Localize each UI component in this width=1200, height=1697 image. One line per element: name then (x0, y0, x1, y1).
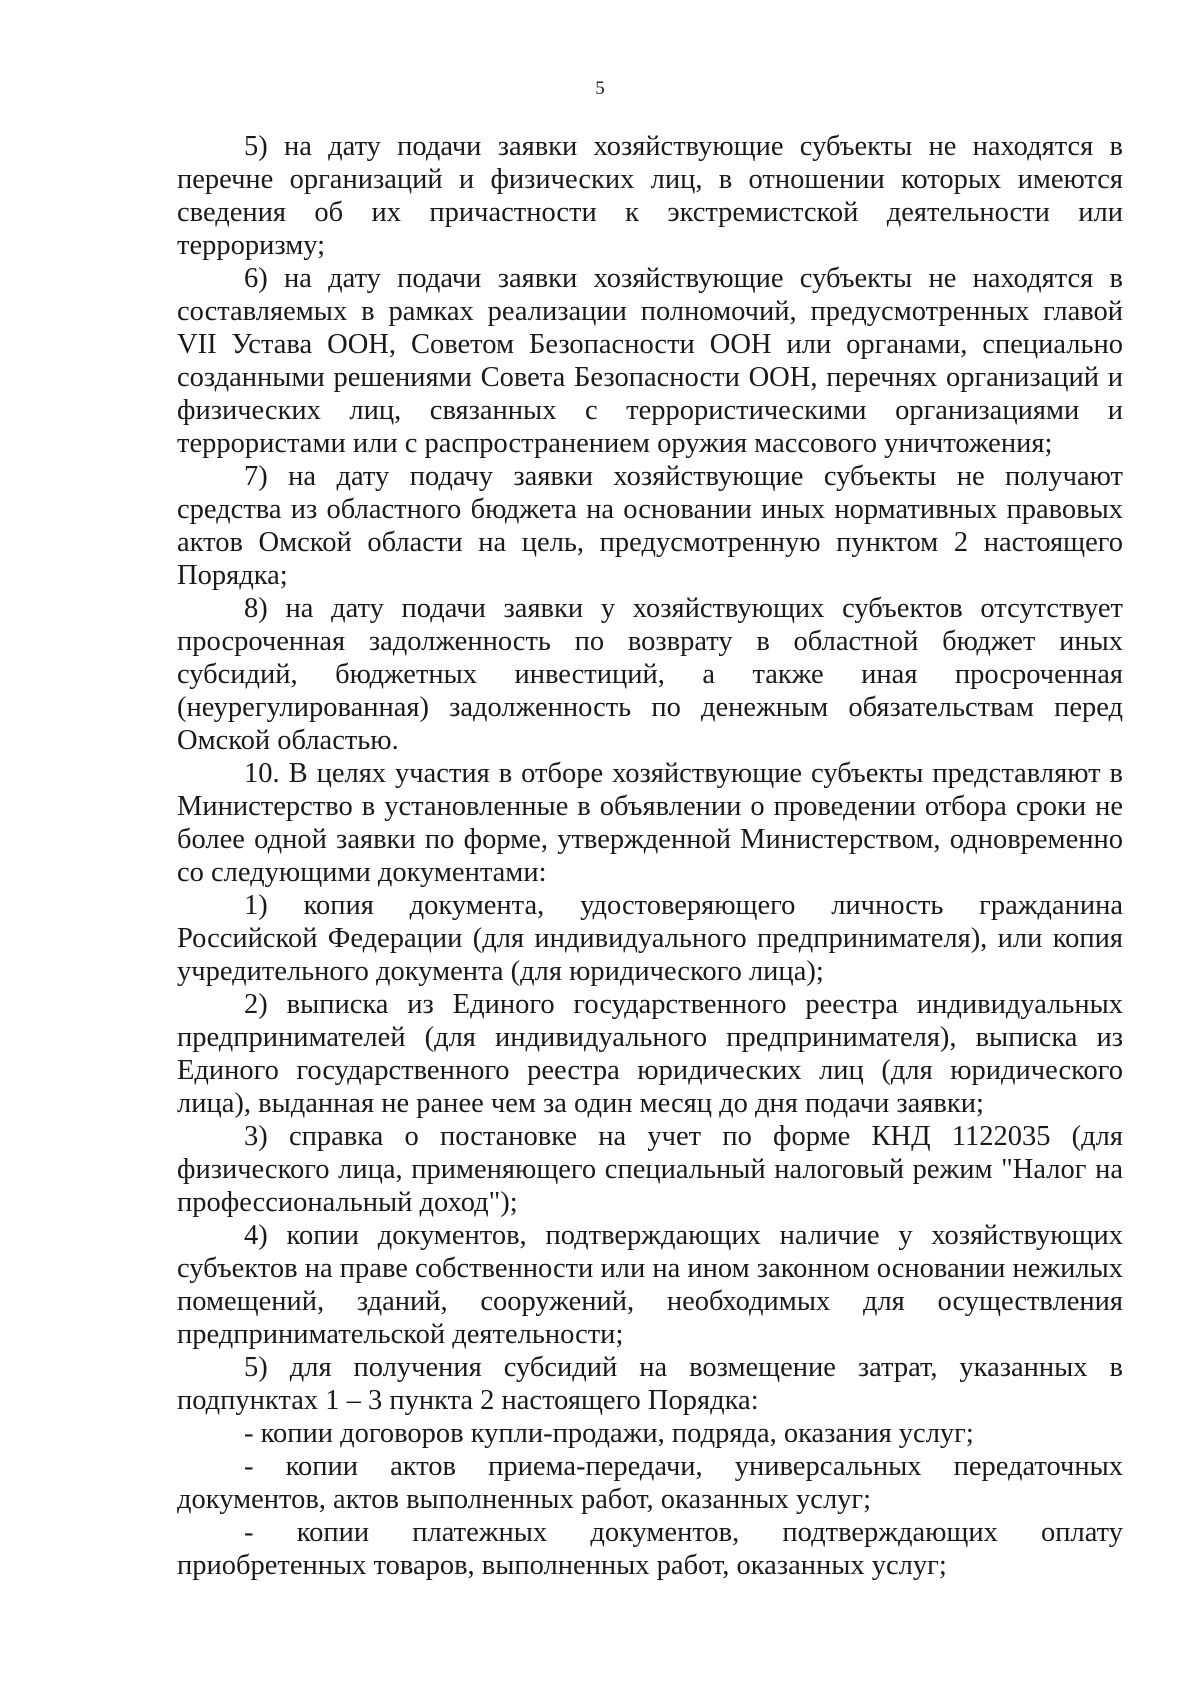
paragraph-item-8: 8) на дату подачи заявки у хозяйствующих субъектов отсутствует просроченная задолженность по возврату в областной бюджет иных субсидий, бюджетных инвестиций, а также иная просроченная (неурегулированная) задолженность по денежным обязательствам перед Омской областью. (177, 593, 1123, 756)
paragraph-doc-5: 5) для получения субсидий на возмещение затрат, указанных в подпунктах 1 – 3 пункта 2 настоящего Порядка: (177, 1352, 1123, 1416)
paragraph-bullet-payments: - копии платежных документов, подтверждающих оплату приобретенных товаров, выполненных работ, оказанных услуг; (177, 1517, 1123, 1581)
document-body (177, 130, 1123, 1582)
paragraph-item-5: 5) на дату подачи заявки хозяйствующие субъекты не находятся в перечне организаций и физических лиц, в отношении которых имеются сведения об их причастности к экстремистской деятельности или терроризму; (177, 131, 1123, 261)
paragraph-bullet-acts: - копии актов приема-передачи, универсальных передаточных документов, актов выполненных работ, оказанных услуг; (177, 1451, 1123, 1515)
paragraph-doc-1: 1) копия документа, удостоверяющего личность гражданина Российской Федерации (для индивидуального предпринимателя), или копия учредительного документа (для юридического лица); (177, 890, 1123, 987)
paragraph-doc-3: 3) справка о постановке на учет по форме КНД 1122035 (для физического лица, применяющего специальный налоговый режим "Налог на профессиональный доход"); (177, 1121, 1123, 1218)
paragraph-doc-2: 2) выписка из Единого государственного реестра индивидуальных предпринимателей (для индивидуального предпринимателя), выписка из Единого государственного реестра юридических лиц (для юридического лица), выданная не ранее чем за один месяц до дня подачи заявки; (177, 989, 1123, 1119)
paragraph-item-6: 6) на дату подачи заявки хозяйствующие субъекты не находятся в составляемых в рамках реализации полномочий, предусмотренных главой VII Устава ООН, Советом Безопасности ООН или органами, специально созданными решениями Совета Безопасности ООН, перечнях организаций и физических лиц, связанных с террористическими организациями и террористами или с распространением оружия массового уничтожения; (177, 263, 1123, 459)
paragraph-item-7: 7) на дату подачу заявки хозяйствующие субъекты не получают средства из областного бюджета на основании иных нормативных правовых актов Омской области на цель, предусмотренную пунктом 2 настоящего Порядка; (177, 461, 1123, 591)
page-number: 5 (595, 78, 605, 99)
paragraph-doc-4: 4) копии документов, подтверждающих наличие у хозяйствующих субъектов на праве собственности или на ином законном основании нежилых помещений, зданий, сооружений, необходимых для осуществления предпринимательской деятельности; (177, 1220, 1123, 1350)
paragraph-section-10: 10. В целях участия в отборе хозяйствующие субъекты представляют в Министерство в установленные в объявлении о проведении отбора сроки не более одной заявки по форме, утвержденной Министерством, одновременно со следующими документами: (177, 758, 1123, 888)
paragraph-bullet-contracts: - копии договоров купли-продажи, подряда, оказания услуг; (244, 1418, 974, 1449)
